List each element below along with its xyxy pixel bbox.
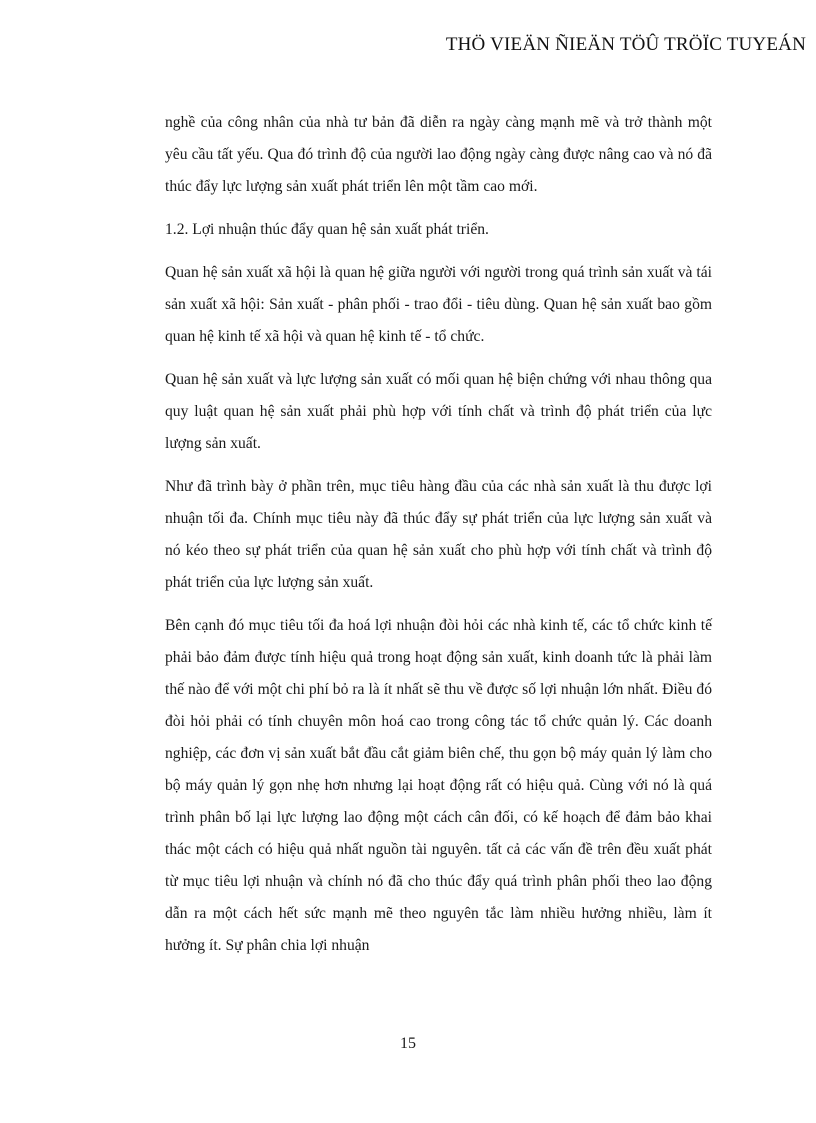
paragraph: Như đã trình bày ở phần trên, mục tiêu hàng đầu của các nhà sản xuất là thu được lợi nhuận tối đa. Chính mục tiêu này đã thúc đẩy sự phát triển của lực lượng sản xuất và nó kéo theo sự phát triển của quan hệ sản xuất cho phù hợp với tính chất và trình độ phát triển của lực lượng sản xuất. [165,478,712,591]
section-heading: 1.2. Lợi nhuận thúc đẩy quan hệ sản xuất phát triển. [165,221,489,238]
paragraph: nghề của công nhân của nhà tư bản đã diễn ra ngày càng mạnh mẽ và trở thành một yêu cầu tất yếu. Qua đó trình độ của người lao động ngày càng được nâng cao và nó đã thúc đẩy lực lượng sản xuất phát triển lên một tầm cao mới. [165,114,712,195]
page-number: 15 [400,1035,416,1052]
paragraph: Quan hệ sản xuất và lực lượng sản xuất có mối quan hệ biện chứng với nhau thông qua quy luật quan hệ sản xuất phải phù hợp với tính chất và trình độ phát triển của lực lượng sản xuất. [165,371,712,452]
body-text [165,107,712,973]
paragraph: Quan hệ sản xuất xã hội là quan hệ giữa người với người trong quá trình sản xuất và tái sản xuất xã hội: Sản xuất - phân phối - trao đổi - tiêu dùng. Quan hệ sản xuất bao gồm quan hệ kinh tế xã hội và quan hệ kinh tế - tổ chức. [165,264,712,345]
paragraph: Bên cạnh đó mục tiêu tối đa hoá lợi nhuận đòi hỏi các nhà kinh tế, các tổ chức kinh tế phải bảo đảm được tính hiệu quả trong hoạt động sản xuất, kinh doanh tức là phải làm thế nào để với một chi phí bỏ ra là ít nhất sẽ thu về được số lợi nhuận lớn nhất. Điều đó đòi hỏi phải có tính chuyên môn hoá cao trong công tác tổ chức quản lý. Các doanh nghiệp, các đơn vị sản xuất bắt đầu cắt giảm biên chế, thu gọn bộ máy quản lý làm cho bộ máy quản lý gọn nhẹ hơn nhưng lại hoạt động rất có hiệu quả. Cùng với nó là quá trình phân bố lại lực lượng lao động một cách cân đối, có kế hoạch để đảm bảo khai thác một cách có hiệu quả nhất nguồn tài nguyên. tất cả các vấn đề trên đều xuất phát từ mục tiêu lợi nhuận và chính nó đã cho thúc đẩy quá trình phân phối theo lao động dẫn ra một cách hết sức mạnh mẽ theo nguyên tắc làm nhiều hưởng nhiều, làm ít hưởng ít. Sự phân chia lợi nhuận [165,617,712,954]
running-header: THÖ VIEÄN ÑIEÄN TÖÛ TRÖÏC TUYEÁN [445,34,806,55]
